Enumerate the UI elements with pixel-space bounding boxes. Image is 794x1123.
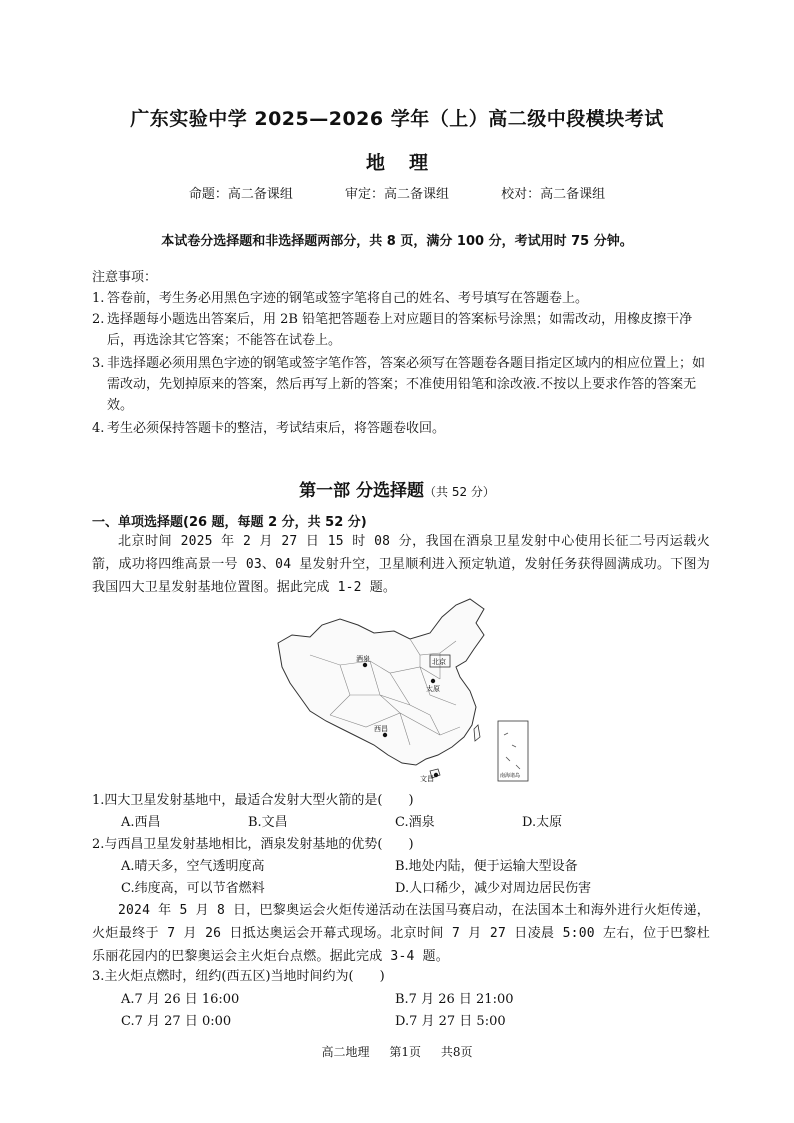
notice-text: 非选择题必须用黑色字迹的钢笔或签字笔作答，答案必须写在答题卷各题目指定区域内的相应位置上；如需改动，先划掉原来的答案，然后再写上新的答案；不准使用铅笔和涂改液.不按以上要求作答的答案无效。	[107, 356, 706, 413]
q2-option-c: C.纬度高，可以节省燃料	[121, 881, 265, 896]
notice-heading: 注意事项：	[92, 270, 158, 285]
notice-text: 考生必须保持答题卡的整洁，考试结束后，将答题卷收回。	[107, 421, 446, 436]
part-title	[0, 476, 794, 501]
question-2-stem: 2.与西昌卫星发射基地相比，酒泉发射基地的优势( )	[92, 837, 414, 852]
passage-1: 北京时间 2025 年 2 月 27 日 15 时 08 分，我国在酒泉卫星发射中心使用长征二号丙运载火箭，成功将四维高景一号 03、04 星发射升空，卫星顺利进入预定轨道，发射任务获得圆满成功。下图为我国四大卫星发射基地位置图。据此完成 1-2 题。	[92, 534, 710, 595]
subject-char: 理	[409, 152, 429, 174]
footer-subject: 高二地理	[321, 1045, 370, 1059]
map-label-beijing: 北京	[432, 658, 446, 666]
notice-num: 4.	[92, 421, 105, 436]
notice-num: 3.	[92, 356, 105, 371]
map-label-south-sea: 南海诸岛	[500, 773, 521, 779]
q3-option-c: C.7 月 27 日 0:00	[121, 1014, 232, 1029]
site-marker-wenchang	[434, 773, 438, 777]
author-item: 命题：高二备课组	[188, 187, 293, 202]
map-label-wenchang: 文昌	[420, 775, 434, 783]
notice-item	[92, 353, 712, 416]
q3-option-a: A.7 月 26 日 16:00	[121, 992, 240, 1007]
taiwan-island	[474, 725, 480, 741]
china-launch-sites-map	[270, 595, 532, 785]
question-3-stem: 3.主火炬点燃时，纽约(西五区)当地时间约为( )	[92, 969, 385, 984]
notice-text: 答卷前，考生务必用黑色字迹的钢笔或签字笔将自己的姓名、考号填写在答题卷上。	[107, 291, 589, 306]
author-item: 审定：高二备课组	[344, 187, 449, 202]
page-footer	[0, 1043, 794, 1060]
site-marker-taiyuan	[431, 679, 435, 683]
map-label-jiuquan: 酒泉	[356, 655, 370, 663]
subject-title	[0, 148, 794, 175]
china-outline	[278, 599, 484, 765]
notice-item	[92, 288, 712, 309]
q1-option-a: A.西昌	[121, 815, 161, 830]
site-marker-xichang	[383, 733, 387, 737]
notice-num: 2.	[92, 312, 105, 327]
exam-title: 广东实验中学 2025—2026 学年（上）高二级中段模块考试	[130, 108, 664, 130]
q1-option-d: D.太原	[522, 815, 563, 830]
q3-option-d: D.7 月 27 日 5:00	[395, 1014, 506, 1029]
part-title-text: 第一部 分选择题	[299, 481, 424, 501]
q3-option-b: B.7 月 26 日 21:00	[395, 992, 514, 1007]
subject-char: 地	[365, 152, 385, 174]
q2-option-b: B.地处内陆，便于运输大型设备	[395, 859, 578, 874]
map-label-taiyuan: 太原	[426, 685, 440, 693]
notice-text: 选择题每小题选出答案后，用 2B 铅笔把答题卷上对应题目的答案标号涂黑；如需改动，用橡皮擦干净后，再选涂其它答案；不能答在试卷上。	[107, 312, 693, 348]
notice-item	[92, 309, 712, 351]
q2-option-d: D.人口稀少，减少对周边居民伤害	[395, 881, 592, 896]
author-item: 校对：高二备课组	[501, 187, 606, 202]
footer-total: 共8页	[440, 1045, 473, 1059]
authors-line	[0, 183, 794, 202]
question-1-stem: 1.四大卫星发射基地中，最适合发射大型火箭的是( )	[92, 793, 414, 808]
passage-2: 2024 年 5 月 8 日，巴黎奥运会火炬传递活动在法国马赛启动，在法国本土和海外进行火炬传递，火炬最终于 7 月 26 日抵达奥运会开幕式现场。北京时间 7 月 27 日凌晨 5:00 左右，位于巴黎杜乐丽花园内的巴黎奥运会主火炬台点燃。据此完成 3-4 题。	[92, 903, 710, 964]
part-score-note: （共 52 分）	[424, 485, 495, 499]
notice-item	[92, 418, 712, 439]
map-label-xichang: 西昌	[374, 725, 388, 733]
q1-option-c: C.酒泉	[395, 815, 435, 830]
q1-option-b: B.文昌	[248, 815, 288, 830]
section-heading: 一、单项选择题(26 题，每题 2 分，共 52 分)	[92, 515, 367, 530]
q2-option-a: A.晴天多，空气透明度高	[121, 859, 265, 874]
site-marker-jiuquan	[363, 663, 367, 667]
south-sea-inset	[498, 721, 528, 781]
exam-intro: 本试卷分选择题和非选择题两部分，共 8 页，满分 100 分，考试用时 75 分钟。	[161, 234, 633, 249]
notice-num: 1.	[92, 291, 105, 306]
footer-page: 第1页	[389, 1045, 421, 1059]
